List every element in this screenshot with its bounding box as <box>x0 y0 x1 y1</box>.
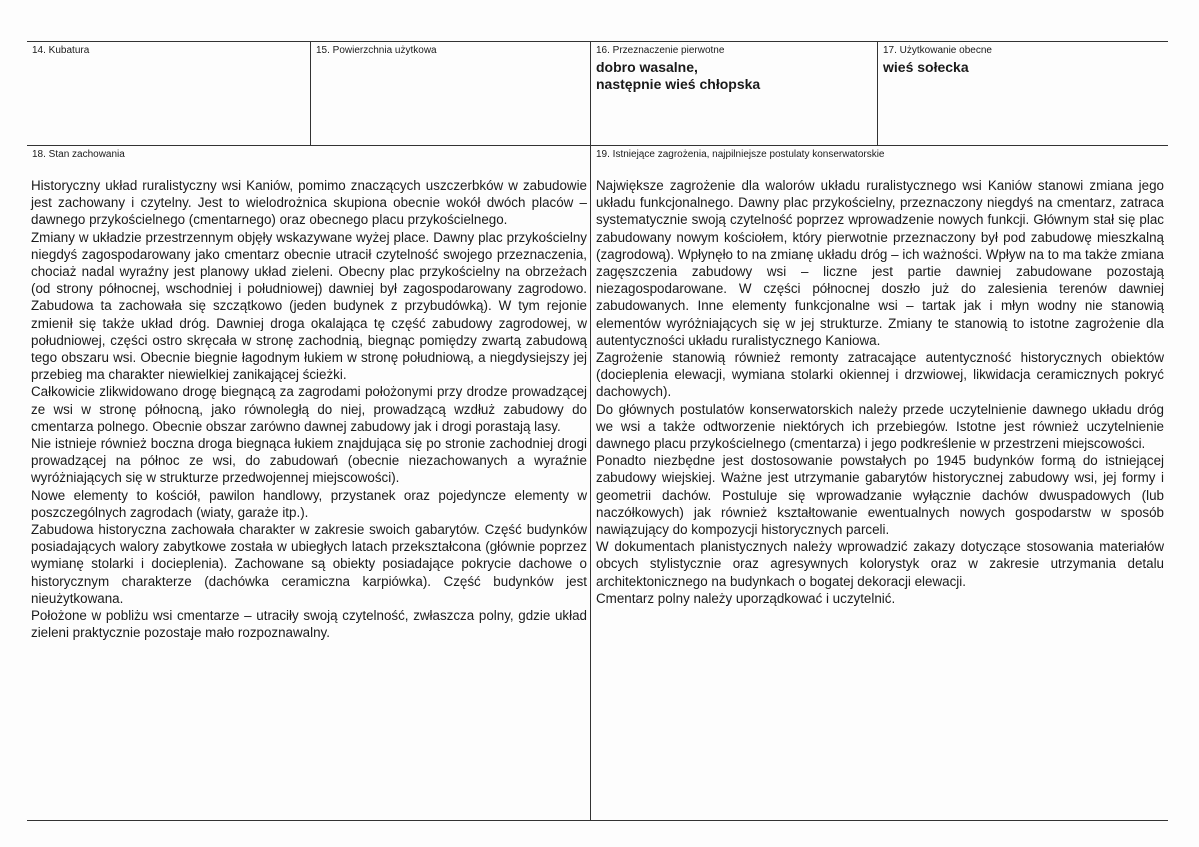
field-18-paragraph: Nowe elementy to kościół, pawilon handlowy, przystanek oraz pojedyncze elementy w poszczególnych zagrodach (wiaty, garaże itp.). <box>31 487 587 520</box>
field-19-paragraph: Największe zagrożenie dla walorów układu ruralistycznego wsi Kaniów stanowi zmiana jego układu funkcjonalnego. Dawny plac przykościelny, przeznaczony niegdyś na cmentarz, zatraca systematycznie swoją czytelność poprzez wprowadzenie nowych funkcji. Głównym stał się plac zabudowany nowym kościołem, który pierwotnie przeznaczony był pod zabudowę mieszkalną (zagrodową). Wpłynęło to na zmianę układu dróg – ich ważności. Wpływ na to ma także zmiana zagęszczenia zabudowy wsi – liczne jest partie dawniej zabudowane pozostają niezagospodarowane. W części północnej doszło już do zalesienia terenów dawniej zabudowanych. Inne elementy funkcjonalne wsi – tartak jak i młyn wodny nie stanowią elementów wyróżniających się w jej strukturze. Zmiany te stanowią to istotne zagrożenie dla autentyczności układu ruralistycznego Kaniowa. <box>596 178 1164 348</box>
field-16-label: 16. Przeznaczenie pierwotne <box>596 45 725 56</box>
field-17-current-use <box>877 42 1168 145</box>
field-14-label: 14. Kubatura <box>32 45 90 56</box>
field-19-threats-postulates <box>590 146 1168 820</box>
field-19-text <box>596 177 1164 607</box>
field-18-text <box>31 177 587 641</box>
field-18-paragraph: Historyczny układ ruralistyczny wsi Kaniów, pomimo znaczących uszczerbków w zabudowie jest zachowany i czytelny. Jest to wielodrożnica skupiona obecnie wokół dwóch placów – dawnego przykościelnego (cmentarnego) oraz obecnego placu przykościelnego. <box>31 178 587 228</box>
field-19-paragraph: Cmentarz polny należy uporządkować i uczytelnić. <box>596 590 896 606</box>
field-18-paragraph: Zmiany w układzie przestrzennym objęły wskazywane wyżej place. Dawny plac przykościelny niegdyś zagospodarowany jako cmentarz obecnie utracił czytelność swojego przeznaczenia, chociaż nadal wyraźny jest planowy układ zieleni. Obecny plac przykościelny na obrzeżach (od strony północnej, wschodniej i południowej) dawniej był zagospodarowany zagrodowo. Zabudowa ta zachowała się szczątkowo (jeden budynek z przybudówką). W tym rejonie zmienił się także układ dróg. Dawniej droga okalająca tę część zabudowy zagrodowej, w południowej, części ostro skręcała w stronę zachodnią, biegnąc pomiędzy zwartą zabudową tego obszaru wsi. Obecnie biegnie łagodnym łukiem w stronę południową, a niegdysiejszy jej przebieg ma charakter niewielkiej zanikającej ścieżki. <box>31 229 587 383</box>
field-18-preservation-state <box>27 146 590 820</box>
field-18-paragraph: Całkowicie zlikwidowano drogę biegnącą za zagrodami położonymi przy drodze prowadzącej ze wsi w stronę północną, jako równoległą do niej, prowadzącą wzdłuż zabudowy do cmentarza polnego. Obecnie obszar zarówno dawnej zabudowy jak i drogi porastają lasy. <box>31 384 587 434</box>
field-17-label: 17. Użytkowanie obecne <box>883 45 992 56</box>
field-18-label: 18. Stan zachowania <box>32 149 125 160</box>
field-16-value-line2: następnie wieś chłopska <box>596 76 761 92</box>
field-18-paragraph: Położone w pobliżu wsi cmentarze – utraciły swoją czytelność, zwłaszcza polny, gdzie układ zieleni praktycznie pozostaje mało rozpoznawalny. <box>31 608 587 641</box>
field-19-label: 19. Istniejące zagrożenia, najpilniejsze postulaty konserwatorskie <box>596 149 885 160</box>
heritage-record-form <box>27 41 1168 821</box>
field-18-paragraph: Zabudowa historyczna zachowała charakter w zakresie swoich gabarytów. Część budynków posiadających walory zabytkowe została w ubiegłych latach przekształcona (głównie poprzez wymianę stolarki i docieplenia). Zachowane są obiekty posiadające pokrycie dachowe o historycznym charakterze (dachówka ceramiczna karpiówka). Część budynków jest nieużytkowana. <box>31 522 587 606</box>
field-19-paragraph: Zagrożenie stanowią również remonty zatracające autentyczność historycznych obiektów (docieplenia elewacji, wymiana stolarki okiennej i drzwiowej, likwidacja ceramicznych pokryć dachowych). <box>596 350 1164 400</box>
field-19-paragraph: W dokumentach planistycznych należy wprowadzić zakazy dotyczące stosowania materiałów obcych stylistycznie oraz agresywnych kolorystyk oraz w zakresie utrzymania detalu architektonicznego na budynkach o bogatej dekoracji elewacji. <box>596 539 1164 589</box>
field-19-paragraph: Ponadto niezbędne jest dostosowanie powstałych po 1945 budynków formą do istniejącej zabudowy wiejskiej. Ważne jest utrzymanie gabarytów historycznej zabudowy wsi, jej formy i geometrii dachów. Postuluje się wprowadzanie wyłącznie dachów dwuspadowych (lub naczółkowych) jak również kształtowanie ewentualnych nowych gospodarstw w sposób nawiązujący do kompozycji historycznych parceli. <box>596 453 1164 538</box>
field-16-value-line1: dobro wasalne, <box>596 59 698 75</box>
field-15-label: 15. Powierzchnia użytkowa <box>316 45 437 56</box>
field-16-original-purpose <box>590 42 877 145</box>
field-19-paragraph: Do głównych postulatów konserwatorskich należy przede uczytelnienie dawnego układu dróg we wsi a także odtworzenie niektórych ich przebiegów. Istotne jest również uczytelnienie dawnego placu przykościelnego (cmentarza) i jego podkreślenie w przestrzeni miejscowości. <box>596 401 1164 452</box>
top-row <box>27 42 1168 146</box>
field-18-paragraph: Nie istnieje również boczna droga biegnąca łukiem znajdująca się po stronie zachodniej drogi prowadzącej na północ ze wsi, do zabudowań (obecnie niezachowanych a wyraźnie wyróżniających się w strukturze przedwojennej miejscowości). <box>31 436 587 486</box>
bottom-row <box>27 146 1168 820</box>
field-17-value: wieś sołecka <box>883 59 969 75</box>
field-15-usable-area <box>310 42 590 145</box>
field-14-kubatura <box>27 42 310 145</box>
